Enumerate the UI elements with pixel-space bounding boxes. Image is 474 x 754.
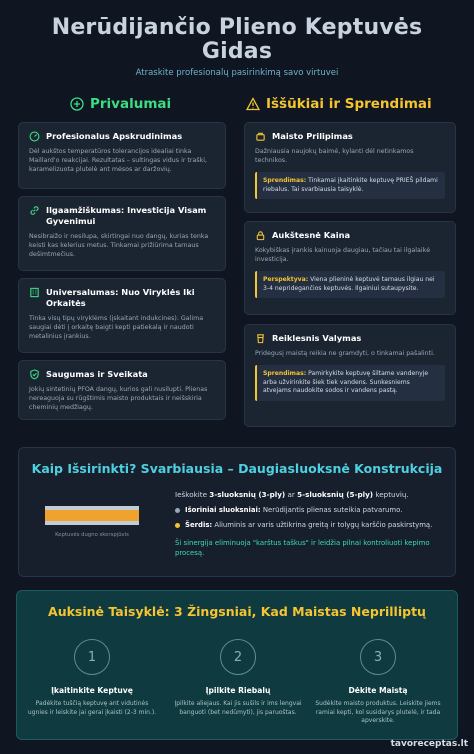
- pro-card-searing: [18, 122, 226, 189]
- inner-steel-layer: [45, 521, 139, 525]
- pro-card-title-row: [29, 205, 215, 227]
- con-card-desc: Dažniausia naujokų baimė, kylanti dėl netinkamos technikos.: [255, 148, 414, 164]
- pro-card-title-row: [29, 287, 215, 309]
- note-text: Pamirkykite keptuvę šiltame vandenyje arba užvirinkite šiek tiek vandens. Sunkesniems atvejams naudokite sodos ir vandens pastą.: [263, 370, 429, 395]
- golden-rule-section: [16, 590, 458, 740]
- bullet-core: [175, 521, 457, 529]
- intro-bold-1: 3-sluoksnių (3-ply): [209, 490, 286, 499]
- note-label: Sprendimas:: [263, 177, 307, 184]
- con-card-desc: Pridegusį maistą reikia ne gramdyti, o tinkamai pašalinti.: [255, 350, 435, 357]
- cons-heading-label: Iššūkiai ir Sprendimai: [266, 96, 432, 112]
- pros-heading-label: Privalumai: [90, 96, 172, 112]
- layers-caption: Keptuvės dugno skerspjūvis: [55, 532, 129, 538]
- con-card-price: [244, 221, 456, 315]
- note-label: Sprendimas:: [263, 370, 307, 377]
- site-watermark[interactable]: tavoreceptas.lt: [390, 739, 468, 749]
- pro-card-desc: Dėl aukštos temperatūros tolerancijos idealiai tinka Maillard'o reakcijai. Rezultatas – sultingas vidus ir traški, karamelizuota plutelė ant mėsos ar daržovių.: [29, 148, 208, 173]
- gauge-icon: [29, 131, 40, 142]
- solution-note: [255, 172, 445, 199]
- building-icon: [29, 287, 40, 298]
- step-number: 2: [220, 639, 256, 675]
- step-desc: Įpilkite aliejaus. Kai jis sušils ir ims lengvai banguoti (bet nedūmyti), jis paruoštas.: [174, 700, 302, 716]
- pot-icon: [255, 131, 266, 142]
- note-label: Perspektyva:: [263, 276, 309, 283]
- construction-tip: Ši sinergija eliminuoja "karštus taškus" ir leidžia pilnai kontroliuoti kepimo procesą.: [175, 539, 430, 557]
- link-icon: [29, 205, 40, 216]
- lock-icon: [255, 230, 266, 241]
- step-desc: Sudėkite maisto produktus. Leiskite jiems ramiai kepti, kol susidarys plutelė, ir tada apverskite.: [315, 700, 441, 725]
- title-line-1: Nerūdijančio Plieno Keptuvės: [51, 15, 423, 40]
- pro-card-desc: Nesibraižo ir nesilupa, skirtingai nuo dangų, kurias tenka keisti kas kelerius metus. Tinkamai prižiūrima tarnaus dešimtmečius.: [29, 233, 209, 258]
- pan-layers-diagram: [45, 506, 139, 525]
- bullet-dot: [175, 508, 180, 513]
- con-card-title-row: [255, 131, 445, 142]
- con-card-title: Reiklesnis Valymas: [272, 333, 362, 343]
- pro-card-title-row: [29, 369, 215, 380]
- bullet-label: Šerdis:: [185, 521, 213, 529]
- construction-intro: [175, 490, 457, 499]
- step-2: [173, 639, 303, 717]
- core-layer: [45, 510, 139, 521]
- pro-card-title: Profesionalus Apskrudinimas: [46, 131, 183, 141]
- construction-text: [175, 490, 457, 558]
- step-desc: Padėkite tuščią keptuvę ant vidutinės ugnies ir leiskite jai gerai įkaisti (2-3 min.).: [27, 700, 157, 716]
- pro-card-title: Saugumas ir Sveikata: [46, 369, 148, 379]
- cons-heading: [246, 96, 432, 112]
- pro-card-safety: [18, 360, 226, 420]
- intro-bold-2: 5-sluoksnių (5-ply): [297, 490, 374, 499]
- step-3: [313, 639, 443, 726]
- bullet-text: [185, 521, 432, 529]
- construction-section: [18, 447, 456, 577]
- step-number: 1: [74, 639, 110, 675]
- title-line-2: Gidas: [201, 39, 273, 64]
- perspective-note: [255, 271, 445, 298]
- step-number: 3: [360, 639, 396, 675]
- step-title: Įpilkite Riebalų: [205, 686, 271, 695]
- note-text: Viena plieninė keptuvė tarnaus ilgiau nei 3-4 nepridegančios keptuvės. Ilgainiui sutaupysite.: [263, 276, 435, 292]
- bullet-dot: [175, 523, 180, 528]
- shield-icon: [29, 369, 40, 380]
- bullet-desc: Aliuminis ar varis užtikrina greitą ir tolygų karščio paskirstymą.: [214, 521, 433, 529]
- pro-card-title: Universalumas: Nuo Viryklės Iki Orkaitės: [46, 287, 195, 308]
- page-title: [0, 16, 474, 64]
- con-card-title: Maisto Prilipimas: [272, 131, 353, 141]
- bullet-text: [185, 506, 402, 514]
- cup-icon: [255, 333, 266, 344]
- intro-pre: Ieškokite: [175, 490, 207, 499]
- intro-post: keptuvių.: [375, 490, 409, 499]
- con-card-title-row: [255, 230, 445, 241]
- warning-icon: [246, 97, 260, 111]
- con-card-desc: Kokybiškas įrankis kainuoja daugiau, tačiau tai ilgalaikė investicija.: [255, 247, 431, 263]
- page-subtitle: Atraskite profesionalų pasirinkimą savo virtuvei: [135, 68, 339, 78]
- pro-card-durability: [18, 196, 226, 271]
- bullet-desc: Nerūdijantis plienas suteikia patvarumo.: [262, 506, 403, 514]
- pros-heading: [70, 96, 171, 112]
- step-title: Dėkite Maistą: [348, 686, 408, 695]
- pro-card-desc: Jokių sintetinių PFOA dangų, kurios gali nusilupti. Plienas nereaguoja su rūgštimis maisto produktais ir neišskiria cheminių medžiagų.: [29, 386, 208, 411]
- pro-card-desc: Tinka visų tipų viryklėms (įskaitant indukcines). Galima saugiai dėti į orkaitę baigti kepti patiekalą ir naudoti metalinius įrankius.: [29, 315, 204, 340]
- bullet-label: Išoriniai sluoksniai:: [185, 506, 261, 514]
- pro-card-title: Ilgaamžiškumas: Investicija Visam Gyvenimui: [46, 205, 207, 226]
- note-text: Tinkamai įkaitinkite keptuvę PRIEŠ pildami riebalus. Tai svarbiausia taisyklė.: [263, 177, 438, 193]
- solution-note: [255, 365, 445, 401]
- con-card-title: Aukštesnė Kaina: [272, 230, 351, 240]
- con-card-cleaning: [244, 324, 456, 427]
- intro-mid: ar: [287, 490, 295, 499]
- golden-rule-title: Auksinė Taisyklė: 3 Žingsniai, Kad Maistas Neprilliptų: [48, 604, 426, 619]
- bullet-outer-layers: [175, 506, 457, 514]
- pro-card-versatility: [18, 278, 226, 353]
- step-title: Įkaitinkite Keptuvę: [51, 686, 133, 695]
- pro-card-title-row: [29, 131, 215, 142]
- con-card-sticking: [244, 122, 456, 213]
- step-1: [27, 639, 157, 717]
- construction-title: Kaip Išsirinkti? Svarbiausia – Daugiasluoksnė Konstrukcija: [31, 461, 443, 476]
- plus-circle-icon: [70, 97, 84, 111]
- con-card-title-row: [255, 333, 445, 344]
